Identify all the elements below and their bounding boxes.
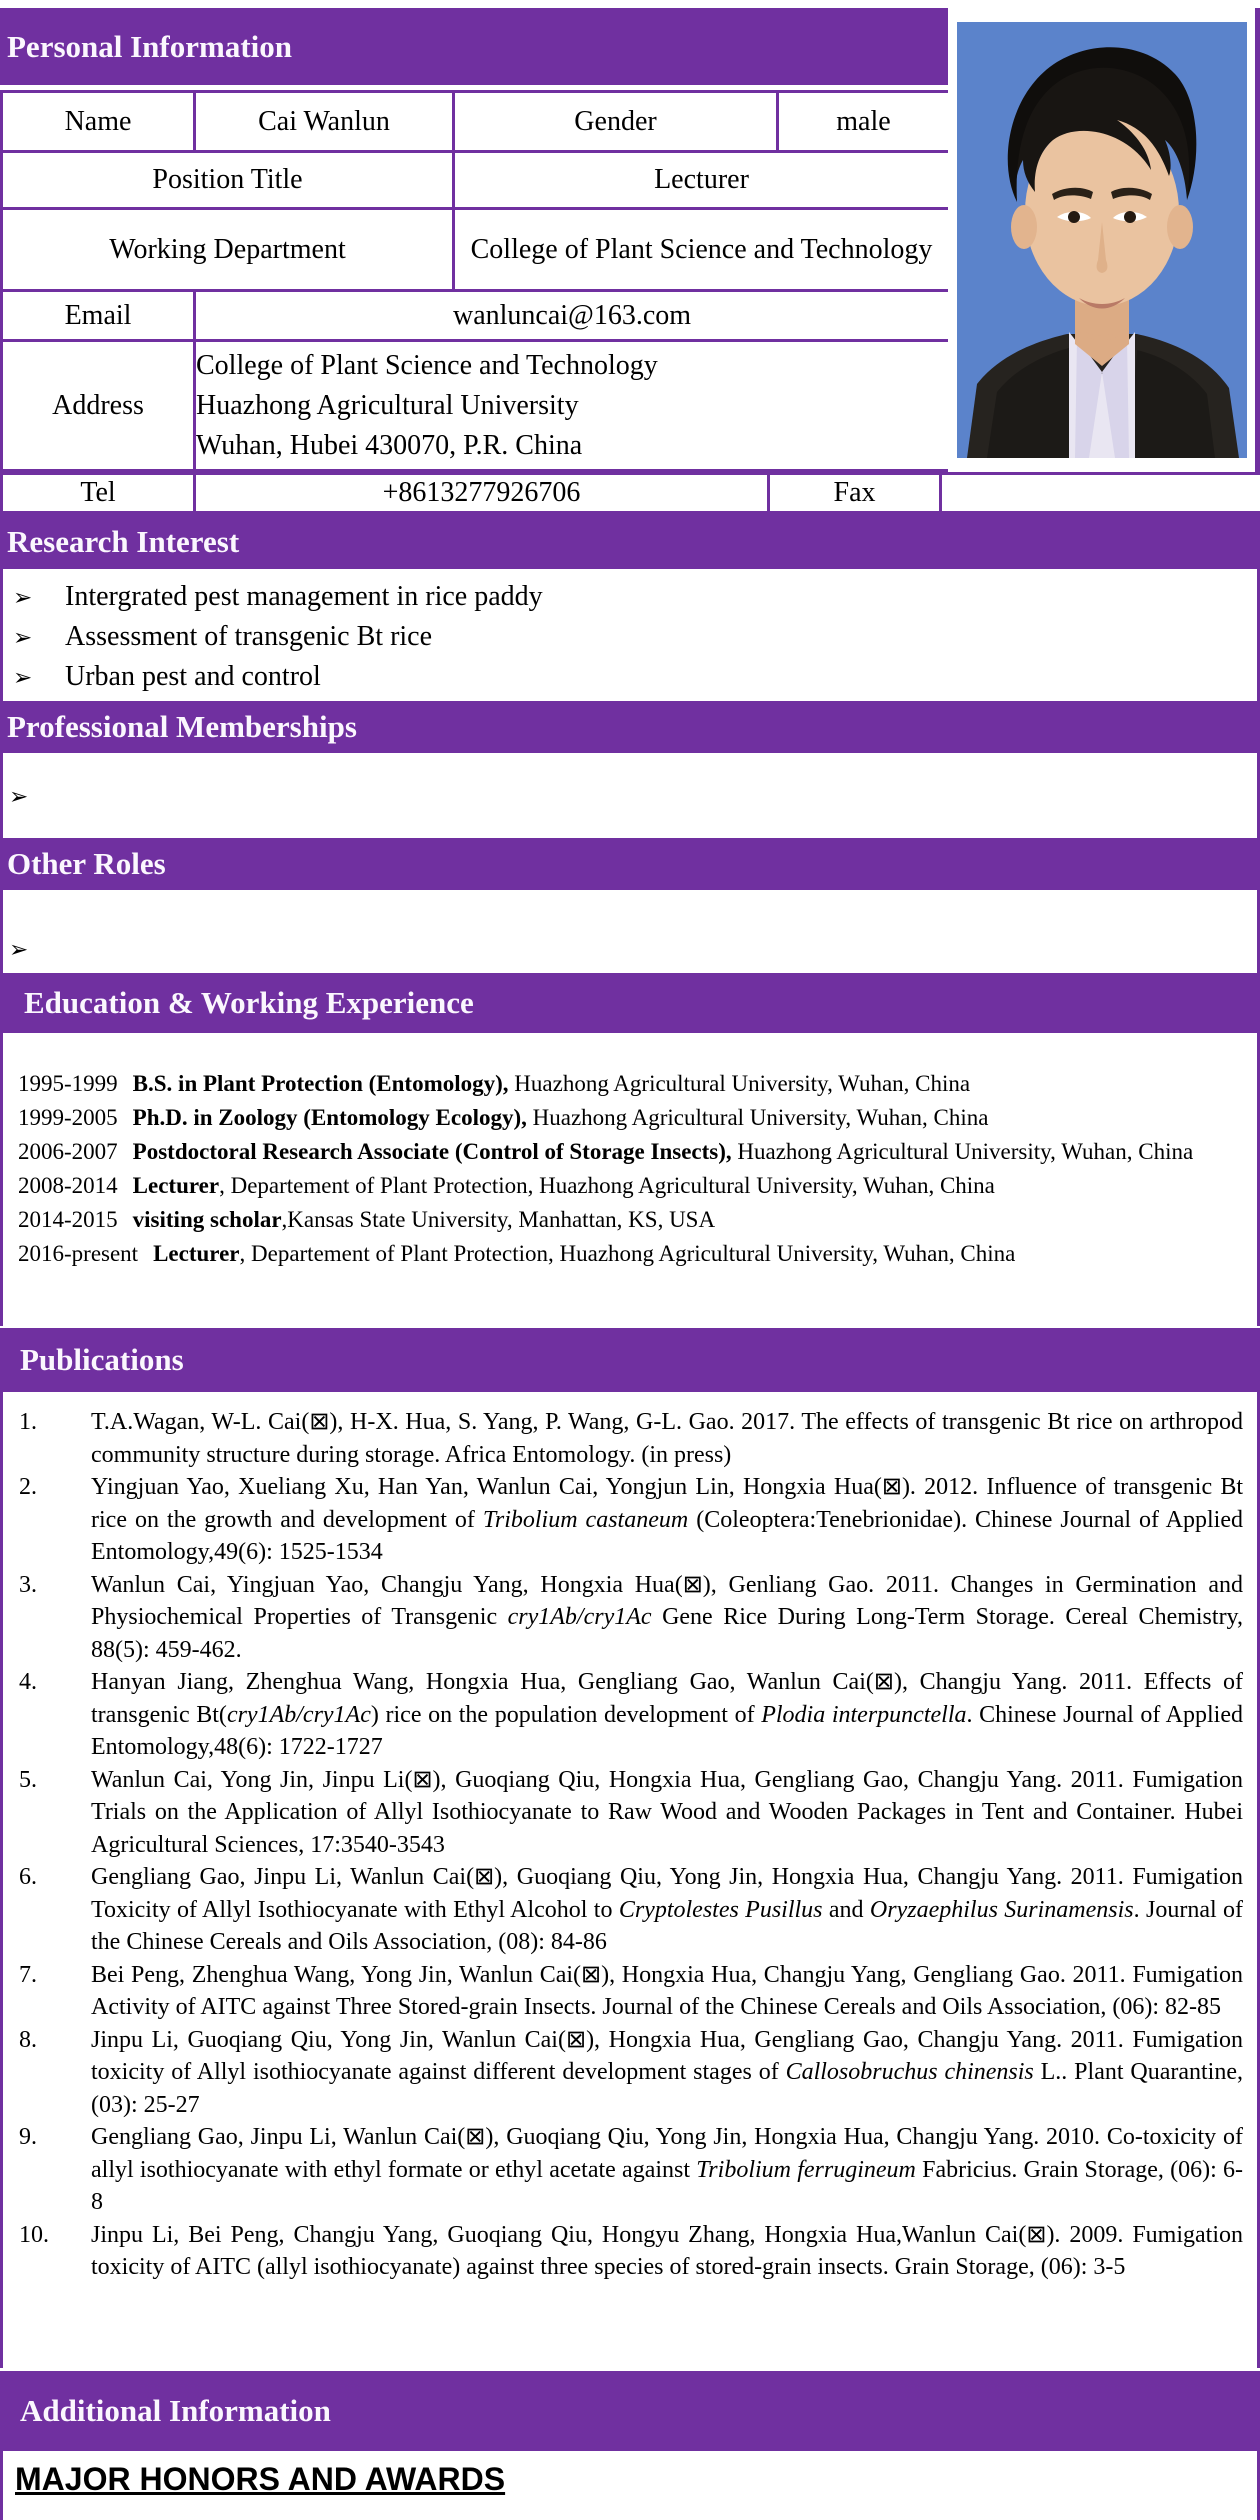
species-name-italic: Plodia interpunctella (761, 1701, 967, 1728)
publication-number: 3. (19, 1571, 37, 1598)
education-years: 1995-1999 (18, 1071, 118, 1096)
table-row (2, 152, 950, 209)
publication-text-segment: Fabricius. Grain Storage, (06): 6-8 (91, 2156, 1243, 2215)
publication-text (91, 2219, 1243, 2284)
species-name-italic: cry1Ab/cry1Ac (226, 1701, 371, 1728)
research-interest-text: Urban pest and control (65, 661, 321, 692)
species-name-italic: Oryzaephilus Surinamensis (869, 1896, 1134, 1923)
address-label: Address (2, 341, 195, 471)
publication-text-segment: Yingjuan Yao, Xueliang Xu, Han Yan, Wanlun Cai, Yongjun Lin, Hongxia Hua(⊠). 2012. Influence of transgenic Bt rice on the growth and development of (91, 1474, 1243, 1533)
working-department-value: College of Plant Science and Technology (454, 209, 950, 291)
arrow-bullet-icon: ➢ (9, 937, 29, 962)
table-row (2, 474, 1260, 513)
personal-information-title: Personal Information (7, 28, 293, 64)
personal-info-section (0, 8, 1260, 472)
research-interest-header (0, 514, 1260, 569)
tel-fax-table (0, 472, 1260, 514)
gender-value: male (778, 92, 950, 152)
publication-item (3, 1666, 1257, 1764)
profile-photo-box (948, 8, 1260, 472)
fax-label: Fax (769, 474, 941, 513)
research-interest-item (3, 657, 1257, 697)
publication-text (91, 1959, 1243, 2024)
education-degree: Ph.D. in Zoology (Entomology Ecology), (132, 1105, 527, 1130)
education-years: 2006-2007 (18, 1139, 118, 1164)
publication-text-segment: Gengliang Gao, Jinpu Li, Wanlun Cai(⊠), Guoqiang Qiu, Yong Jin, Hongxia Hua, Changju Yang. 2010. Co-toxicity of allyl isothiocyanate with ethyl formate or ethyl acetate against (91, 2124, 1243, 2183)
education-years: 1999-2005 (18, 1105, 118, 1130)
arrow-bullet-icon: ➢ (9, 784, 29, 809)
publications-title: Publications (20, 1342, 184, 1377)
publication-number: 6. (19, 1864, 37, 1890)
publication-text (91, 1861, 1243, 1959)
education-entry (3, 1169, 1257, 1203)
education-institution: , Departement of Plant Protection, Huazhong Agricultural University, Wuhan, China (239, 1241, 1016, 1266)
education-degree: visiting scholar (132, 1207, 282, 1232)
publication-item (3, 2121, 1257, 2219)
publication-text-segment: (Coleoptera:Tenebrionidae). Chinese Journal of Applied Entomology,49(6): 1525-1534 (91, 1506, 1244, 1565)
publication-text-segment: Gengliang Gao, Jinpu Li, Wanlun Cai(⊠), Guoqiang Qiu, Yong Jin, Hongxia Hua, Changju Yang. 2011. Fumigation Toxicity of Allyl Isothiocyanate with Ethyl Alcohol to (91, 1864, 1243, 1923)
name-label: Name (2, 92, 195, 152)
arrow-bullet-icon: ➢ (13, 625, 33, 650)
research-interest-item (3, 617, 1257, 657)
publication-text (91, 2121, 1243, 2219)
publication-text-segment: Jinpu Li, Guoqiang Qiu, Yong Jin, Wanlun Cai(⊠), Hongxia Hua, Gengliang Gao, Changju Yang. 2011. Fumigation toxicity of Allyl isothiocyanate against different development stages of (91, 2026, 1243, 2085)
education-institution: , Departement of Plant Protection, Huazhong Agricultural University, Wuhan, China (219, 1173, 995, 1198)
professional-memberships-list (0, 753, 1260, 838)
education-institution: Huazhong Agricultural University, Wuhan, China (526, 1105, 989, 1130)
email-value: wanluncai@163.com (195, 291, 950, 341)
species-name-italic: cry1Ab/cry1Ac (507, 1604, 652, 1630)
species-name-italic: Tribolium ferrugineum (696, 2156, 916, 2183)
table-row (2, 291, 950, 341)
arrow-bullet-icon: ➢ (13, 585, 33, 610)
additional-info-header (0, 2371, 1260, 2451)
research-interest-text: Intergrated pest management in rice paddy (65, 581, 543, 612)
publication-text-segment: Wanlun Cai, Yingjuan Yao, Changju Yang, Hongxia Hua(⊠), Genliang Gao. 2011. Changes in Germination and Physiochemical Properties of Transgenic (91, 1571, 1243, 1630)
profile-photo (957, 22, 1247, 458)
publication-text-segment: Hanyan Jiang, Zhenghua Wang, Hongxia Hua, Gengliang Gao, Wanlun Cai(⊠), Changju Yang. 2011. Effects of transgenic Bt( (91, 1669, 1243, 1728)
email-label: Email (2, 291, 195, 341)
list-item (3, 890, 1257, 964)
other-roles-title: Other Roles (7, 846, 166, 881)
publication-text-segment: . Chinese Journal of Applied Entomology,48(6): 1722-1727 (91, 1701, 1244, 1760)
publication-item (3, 1406, 1257, 1471)
education-entry (3, 1101, 1257, 1135)
personal-info-left-column (0, 8, 948, 472)
address-line-2: Huazhong Agricultural University (196, 389, 579, 421)
publications-list (0, 1392, 1260, 2368)
gender-label: Gender (454, 92, 778, 152)
additional-info-title: Additional Information (20, 2393, 331, 2428)
education-years: 2016-present (18, 1241, 139, 1266)
publication-item (3, 1959, 1257, 2024)
table-row (2, 209, 950, 291)
professional-memberships-title: Professional Memberships (7, 709, 357, 744)
publication-item (3, 1861, 1257, 1959)
education-degree: Postdoctoral Research Associate (Control of Storage Insects), (132, 1139, 732, 1164)
education-header (0, 973, 1260, 1033)
publication-text-segment: L.. Plant Quarantine, (03): 25-27 (91, 2059, 1244, 2118)
publication-text-segment: T.A.Wagan, W-L. Cai(⊠), H-X. Hua, S. Yang, P. Wang, G-L. Gao. 2017. The effects of transgenic Bt rice on arthropod community structure during storage. Africa Entomology. (in press) (91, 1409, 1243, 1468)
other-roles-list (0, 890, 1260, 973)
education-entry (3, 1203, 1257, 1237)
species-name-italic: Callosobruchus chinensis (785, 2059, 1034, 2085)
publication-number: 7. (19, 1961, 37, 1988)
publication-number: 10. (19, 2221, 49, 2248)
species-name-italic: Cryptolestes Pusillus (618, 1896, 823, 1923)
publication-number: 9. (19, 2124, 37, 2150)
publication-text-segment: ) rice on the population development of (370, 1701, 762, 1728)
publication-number: 2. (19, 1474, 37, 1500)
education-degree: Lecturer (132, 1173, 220, 1198)
name-value: Cai Wanlun (195, 92, 454, 152)
research-interest-text: Assessment of transgenic Bt rice (65, 621, 433, 652)
research-interest-list (0, 569, 1260, 701)
education-institution: ,Kansas State University, Manhattan, KS, USA (281, 1207, 716, 1232)
table-row (2, 341, 950, 471)
research-interest-title: Research Interest (7, 523, 240, 559)
position-title-value: Lecturer (454, 152, 950, 209)
publication-number: 5. (19, 1766, 37, 1793)
list-item (3, 753, 1257, 811)
fax-value (941, 474, 1260, 513)
education-list (0, 1033, 1260, 1326)
education-degree: Lecturer (153, 1241, 240, 1266)
publication-item (3, 2219, 1257, 2284)
tel-label: Tel (2, 474, 195, 513)
publication-text-segment: and (822, 1896, 870, 1923)
education-years: 2014-2015 (18, 1207, 118, 1232)
education-institution: Huazhong Agricultural University, Wuhan, China (731, 1139, 1194, 1164)
publication-number: 8. (19, 2026, 37, 2053)
publication-text-segment: Bei Peng, Zhenghua Wang, Yong Jin, Wanlun Cai(⊠), Hongxia Hua, Changju Yang, Gengliang Gao. 2011. Fumigation Activity of AITC against Three Stored-grain Insects. Journal of the Chinese Cereals and Oils Association, (06): 82-85 (91, 1961, 1243, 2020)
publication-text (91, 1764, 1243, 1862)
education-entry (3, 1067, 1257, 1101)
personal-info-table (0, 90, 951, 472)
position-title-label: Position Title (2, 152, 454, 209)
address-line-3: Wuhan, Hubei 430070, P.R. China (196, 429, 583, 461)
publication-text (91, 1406, 1243, 1471)
publication-text (91, 2024, 1243, 2122)
address-line-1: College of Plant Science and Technology (196, 349, 658, 381)
additional-info-content (0, 2451, 1260, 2520)
publication-text-segment: Jinpu Li, Bei Peng, Changju Yang, Guoqiang Qiu, Hongyu Zhang, Hongxia Hua,Wanlun Cai(⊠). 2009. Fumigation toxicity of AITC (allyl isothiocyanate) against three species of stored-grain insects. Grain Storage, (06): 3-5 (91, 2221, 1243, 2280)
education-institution: Huazhong Agricultural University, Wuhan, China (508, 1071, 971, 1096)
education-entry (3, 1135, 1257, 1169)
publication-item (3, 1569, 1257, 1667)
other-roles-header (0, 838, 1260, 890)
education-years: 2008-2014 (18, 1173, 118, 1198)
working-department-label: Working Department (2, 209, 454, 291)
publication-text-segment: Wanlun Cai, Yong Jin, Jinpu Li(⊠), Guoqiang Qiu, Hongxia Hua, Gengliang Gao, Changju Yang. 2011. Fumigation Trials on the Application of Allyl Isothiocyanate to Raw Wood and Wooden Packages in Tent and Container. Hubei Agricultural Sciences, 17:3540-3543 (91, 1766, 1243, 1858)
major-honors-heading: MAJOR HONORS AND AWARDS (15, 2461, 506, 2497)
education-entry (3, 1237, 1257, 1271)
address-value (195, 341, 950, 471)
personal-information-header (0, 8, 948, 85)
publication-text (91, 1471, 1243, 1569)
species-name-italic: Tribolium castaneum (482, 1506, 689, 1533)
publication-item (3, 2024, 1257, 2122)
publication-item (3, 1764, 1257, 1862)
arrow-bullet-icon: ➢ (13, 665, 33, 690)
publication-number: 4. (19, 1669, 37, 1695)
publications-header (0, 1328, 1260, 1392)
research-interest-item (3, 577, 1257, 617)
publication-item (3, 1471, 1257, 1569)
publication-text-segment: Gene Rice During Long-Term Storage. Cereal Chemistry, 88(5): 459-462. (91, 1604, 1243, 1663)
publication-text-segment: . Journal of the Chinese Cereals and Oils Association, (08): 84-86 (91, 1896, 1243, 1955)
publication-text (91, 1569, 1243, 1667)
education-degree: B.S. in Plant Protection (Entomology), (132, 1071, 509, 1096)
publication-text (91, 1666, 1243, 1764)
table-row (2, 92, 950, 152)
tel-value: +8613277926706 (195, 474, 769, 513)
publication-number: 1. (19, 1409, 37, 1435)
education-title: Education & Working Experience (24, 985, 474, 1020)
professional-memberships-header (0, 701, 1260, 753)
